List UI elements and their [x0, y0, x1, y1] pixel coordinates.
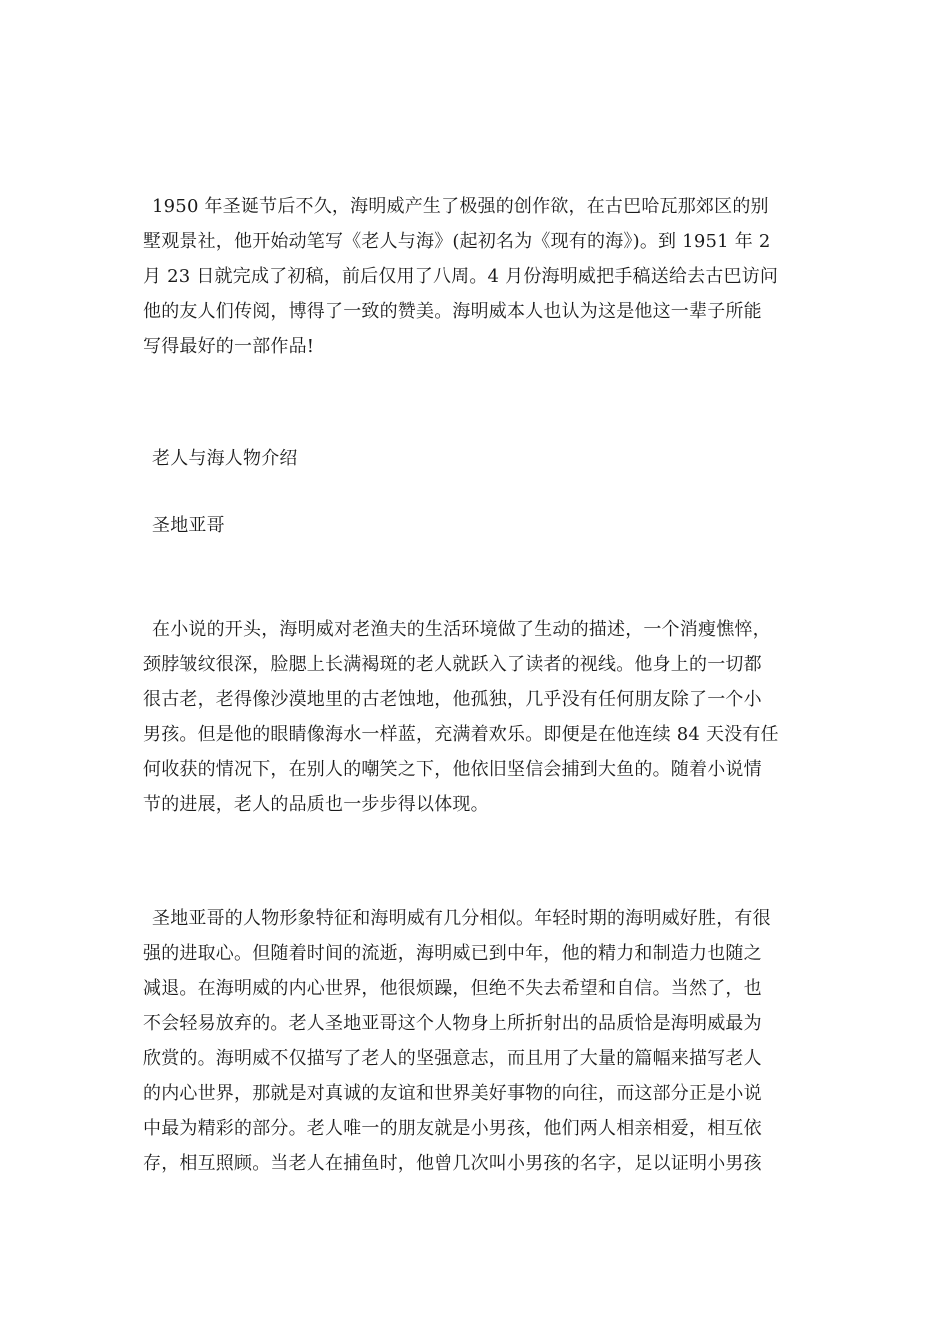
paragraph-line: 减退。在海明威的内心世界，他很烦躁，但绝不失去希望和自信。当然了，也 — [143, 978, 762, 999]
paragraph-line: 不会轻易放弃的。老人圣地亚哥这个人物身上所折射出的品质恰是海明威最为 — [143, 1013, 762, 1034]
paragraph-line: 他的友人们传阅，博得了一致的赞美。海明威本人也认为这是他这一辈子所能 — [143, 301, 762, 322]
paragraph-line: 中最为精彩的部分。老人唯一的朋友就是小男孩，他们两人相亲相爱，相互依 — [143, 1118, 762, 1139]
paragraph-line: 在小说的开头，海明威对老渔夫的生活环境做了生动的描述，一个消瘦憔悴， — [152, 619, 771, 640]
paragraph-line: 月 23 日就完成了初稿，前后仅用了八周。4 月份海明威把手稿送给去古巴访问 — [143, 266, 779, 287]
paragraph-line: 欣赏的。海明威不仅描写了老人的坚强意志，而且用了大量的篇幅来描写老人 — [143, 1048, 762, 1069]
section-heading: 老人与海人物介绍 — [152, 448, 298, 469]
paragraph-line: 墅观景社，他开始动笔写《老人与海》(起初名为《现有的海》)。到 1951 年 2 — [143, 231, 771, 252]
paragraph-line: 的内心世界，那就是对真诚的友谊和世界美好事物的向往，而这部分正是小说 — [143, 1083, 762, 1104]
paragraph-line: 男孩。但是他的眼睛像海水一样蓝，充满着欢乐。即便是在他连续 84 天没有任 — [143, 724, 779, 745]
paragraph-line: 写得最好的一部作品! — [143, 336, 315, 357]
paragraph-line: 1950 年圣诞节后不久，海明威产生了极强的创作欲，在古巴哈瓦那郊区的别 — [152, 196, 769, 217]
paragraph-line: 何收获的情况下，在别人的嘲笑之下，他依旧坚信会捕到大鱼的。随着小说情 — [143, 759, 762, 780]
paragraph-line: 很古老，老得像沙漠地里的古老蚀地，他孤独，几乎没有任何朋友除了一个小 — [143, 689, 762, 710]
subsection-heading: 圣地亚哥 — [152, 515, 225, 536]
paragraph-line: 节的进展，老人的品质也一步步得以体现。 — [143, 794, 489, 815]
paragraph-line: 颈脖皱纹很深，脸腮上长满褐斑的老人就跃入了读者的视线。他身上的一切都 — [143, 654, 762, 675]
paragraph-line: 圣地亚哥的人物形象特征和海明威有几分相似。年轻时期的海明威好胜，有很 — [152, 908, 771, 929]
paragraph-line: 存，相互照顾。当老人在捕鱼时，他曾几次叫小男孩的名字，足以证明小男孩 — [143, 1153, 762, 1174]
paragraph-line: 强的进取心。但随着时间的流逝，海明威已到中年，他的精力和制造力也随之 — [143, 943, 762, 964]
